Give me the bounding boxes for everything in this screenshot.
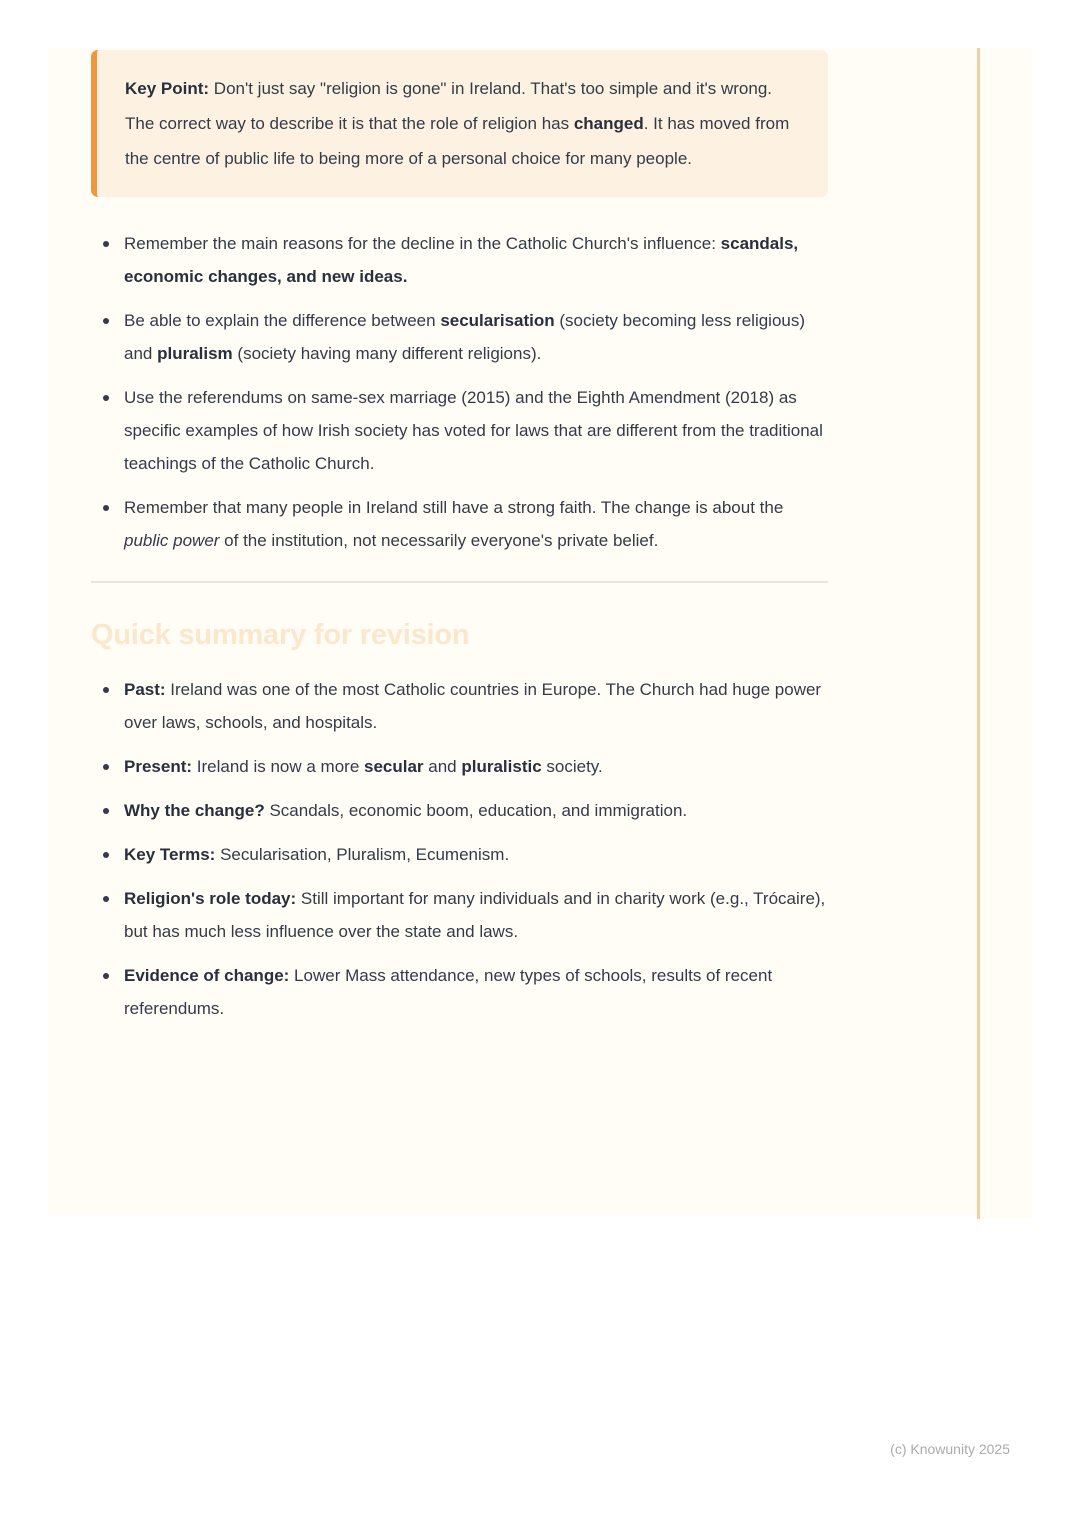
- text-run: secular: [364, 757, 424, 776]
- text-run: Still important for many individuals and in charity work (e.g., Trócaire), but has much less influence over the state and laws.: [124, 889, 826, 941]
- text-run: Remember the main reasons for the decline in the Catholic Church's influence:: [124, 234, 721, 253]
- key-point-callout: [91, 50, 828, 197]
- summary-heading: Quick summary for revision: [91, 619, 470, 651]
- list-item: [91, 673, 828, 739]
- text-run: Remember that many people in Ireland still have a strong faith. The change is about the: [124, 498, 784, 517]
- text-run: Scandals, economic boom, education, and immigration.: [264, 801, 688, 820]
- text-run: scandals, economic changes, and new ideas.: [124, 234, 799, 286]
- text-run: Be able to explain the difference between: [124, 311, 441, 330]
- study-tips-list: [91, 227, 828, 557]
- list-item: [91, 750, 828, 783]
- page-content: [48, 48, 828, 1025]
- list-item: [91, 491, 828, 557]
- key-point-text: [125, 71, 798, 176]
- list-item: [91, 304, 828, 370]
- text-run: Past:: [124, 680, 166, 699]
- text-run: (society becoming less religious) and: [124, 311, 806, 363]
- text-run: and: [423, 757, 462, 776]
- text-run: Key Point:: [125, 79, 214, 98]
- summary-list: [91, 673, 828, 1025]
- list-item: [91, 381, 828, 480]
- list-item: [91, 794, 828, 827]
- next-page-edge: [977, 48, 1032, 1219]
- text-run: Ireland was one of the most Catholic countries in Europe. The Church had huge power over laws, schools, and hospitals.: [124, 680, 822, 732]
- text-run: . It has moved from the centre of public life to being more of a personal choice for many people.: [125, 114, 790, 168]
- text-run: secularisation: [440, 311, 555, 330]
- list-item: [91, 959, 828, 1025]
- text-run: Present:: [124, 757, 193, 776]
- text-run: Why the change?: [124, 801, 265, 820]
- text-run: Don't just say "religion is gone" in Ireland. That's too simple and it's wrong. The correct way to describe it is that the role of religion has: [125, 79, 773, 133]
- text-run: pluralistic: [461, 757, 542, 776]
- text-run: Key Terms:: [124, 845, 216, 864]
- text-run: Ireland is now a more: [192, 757, 364, 776]
- text-run: Religion's role today:: [124, 889, 297, 908]
- text-run: of the institution, not necessarily everyone's private belief.: [219, 531, 659, 550]
- section-divider: [91, 581, 828, 583]
- text-run: changed: [573, 114, 644, 133]
- text-run: Secularisation, Pluralism, Ecumenism.: [215, 845, 510, 864]
- text-run: Use the referendums on same-sex marriage (2015) and the Eighth Amendment (2018) as specific examples of how Irish society has voted for laws that are different from the traditional teachings of the Catholic Church.: [124, 388, 823, 473]
- text-run: society.: [541, 757, 603, 776]
- list-item: [91, 882, 828, 948]
- text-run: (society having many different religions).: [232, 344, 542, 363]
- text-run: public power: [124, 531, 220, 550]
- text-run: Evidence of change:: [124, 966, 290, 985]
- list-item: [91, 838, 828, 871]
- list-item: [91, 227, 828, 293]
- copyright-footer: (c) Knowunity 2025: [890, 1441, 1010, 1457]
- text-run: pluralism: [157, 344, 233, 363]
- document-page: [48, 48, 977, 1214]
- text-run: Lower Mass attendance, new types of schools, results of recent referendums.: [124, 966, 773, 1018]
